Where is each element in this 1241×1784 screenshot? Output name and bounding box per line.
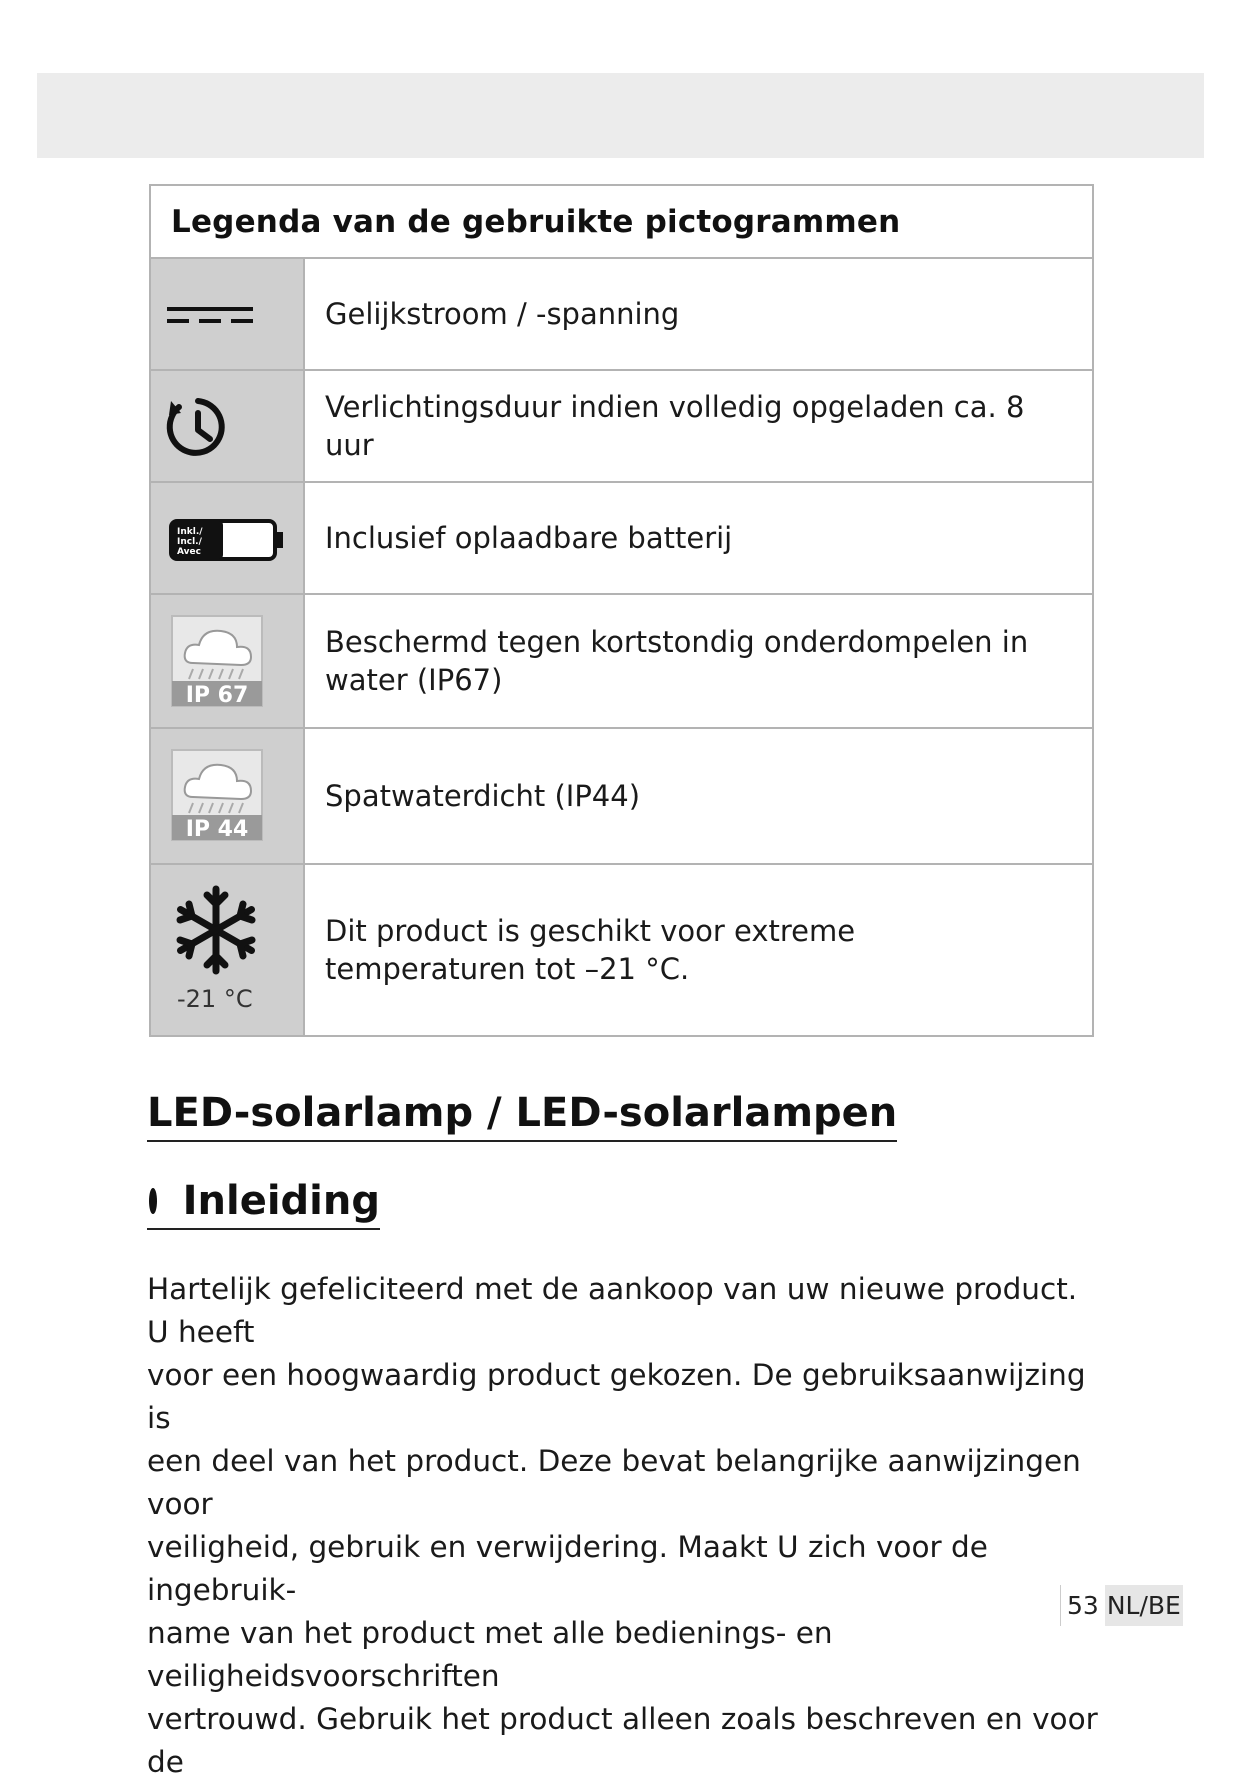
legend-row-text: Dit product is geschikt voor extreme temperaturen tot –21 °C. [325, 914, 856, 986]
timer-icon [165, 395, 231, 461]
legend-row-text: Beschermd tegen kortstondig onderdompelen in water (IP67) [325, 625, 1029, 697]
icon-cell [151, 259, 305, 369]
page-footer [1060, 1585, 1183, 1626]
header-band [37, 73, 1204, 158]
svg-text:Incl./: Incl./ [177, 537, 202, 547]
ip44-icon [171, 749, 263, 841]
temperature-label: -21 °C [177, 985, 253, 1013]
icon-cell [151, 371, 305, 481]
intro-line: voor een hoogwaardig product gekozen. De gebruiksaanwijzing is [147, 1358, 1086, 1435]
legend-row [151, 865, 1092, 1035]
legend-row [151, 483, 1092, 595]
snowflake-icon [171, 885, 261, 975]
page-number: 53 [1067, 1591, 1099, 1620]
direct-current-icon [167, 305, 257, 335]
icon-cell [151, 483, 305, 593]
intro-line: een deel van het product. Deze bevat belangrijke aanwijzingen voor [147, 1444, 1081, 1521]
legend-row-text: Spatwaterdicht (IP44) [325, 779, 641, 813]
intro-line: Hartelijk gefeliciteerd met de aankoop van uw nieuwe product. U heeft [147, 1272, 1078, 1349]
legend-row [151, 595, 1092, 729]
legend-row [151, 259, 1092, 371]
legend-row [151, 729, 1092, 865]
svg-text:Avec: Avec [177, 547, 201, 557]
bullet-icon [149, 1188, 157, 1214]
icon-cell [151, 865, 305, 1035]
legend-row-text: Inclusief oplaadbare batterij [325, 521, 733, 555]
legend-title: Legenda van de gebruikte pictogrammen [151, 186, 1092, 259]
battery-icon [169, 519, 285, 561]
legend-row-text: Gelijkstroom / -spanning [325, 297, 680, 331]
intro-line: veiligheid, gebruik en verwijdering. Maakt U zich voor de ingebruik- [147, 1530, 988, 1607]
icon-cell [151, 729, 305, 863]
subsection-heading [147, 1178, 380, 1230]
legend-row-text: Verlichtingsduur indien volledig opgeladen ca. 8 uur [325, 390, 1025, 462]
icon-cell [151, 595, 305, 727]
intro-line: name van het product met alle bedienings- en veiligheidsvoorschriften [147, 1616, 833, 1693]
legend-row [151, 371, 1092, 483]
subsection-title: Inleiding [182, 1178, 380, 1224]
legend-table [149, 184, 1094, 1037]
svg-text:Inkl./: Inkl./ [177, 527, 203, 537]
section-title: LED-solarlamp / LED-solarlampen [147, 1090, 897, 1142]
language-code: NL/BE [1105, 1585, 1183, 1626]
ip67-icon [171, 615, 263, 707]
svg-text:IP 67: IP 67 [185, 683, 249, 707]
intro-paragraph [147, 1268, 1107, 1784]
intro-line: vertrouwd. Gebruik het product alleen zoals beschreven en voor de [147, 1702, 1098, 1779]
svg-text:IP 44: IP 44 [185, 817, 249, 841]
